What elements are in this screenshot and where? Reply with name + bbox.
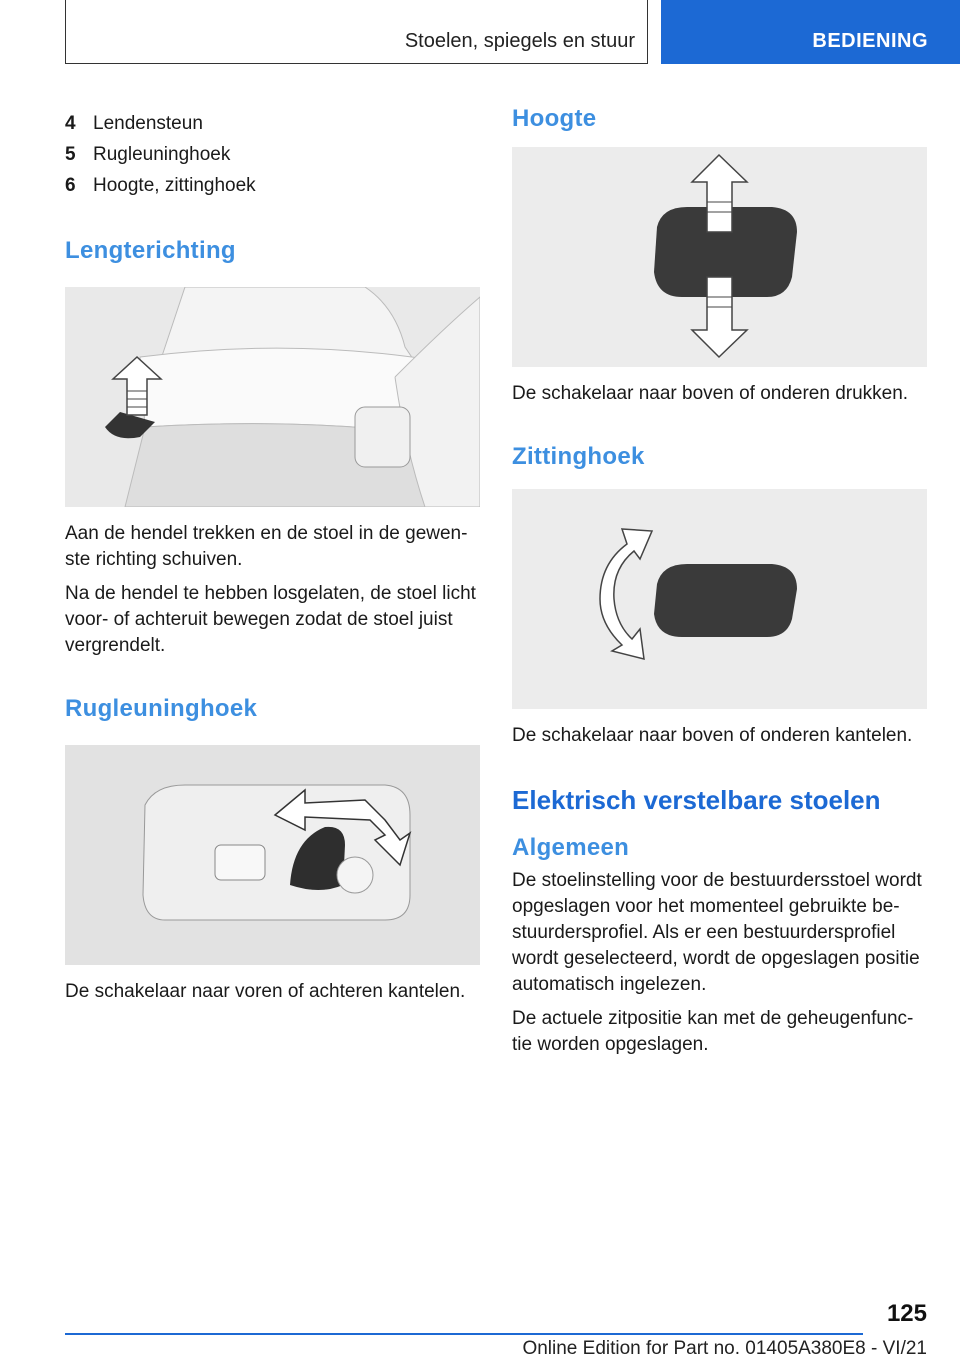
section-title: BEDIENING xyxy=(812,30,928,52)
list-item xyxy=(65,139,480,170)
footer-edition: Online Edition for Part no. 01405A380E8 - VI/21 xyxy=(522,1338,927,1359)
section-heading-rugleuninghoek: Rugleuninghoek xyxy=(65,695,258,722)
backrest-switch-illustration xyxy=(65,745,480,965)
paragraph: De stoelinstelling voor de bestuurdersstoel wordt opgeslagen voor het momenteel gebruikte be-stuurdersprofiel. Als er een bestuurdersprofiel wordt geselecteerd, wordt de opgeslagen positie automatisch ingelezen. xyxy=(512,870,922,995)
header-chapter-tab xyxy=(65,0,648,64)
section-heading-lengterichting: Lengterichting xyxy=(65,237,236,264)
list-number: 5 xyxy=(65,144,76,165)
left-column xyxy=(65,108,480,1005)
subheading-algemeen: Algemeen xyxy=(512,834,630,861)
list-item xyxy=(65,108,480,139)
paragraph: De schakelaar naar boven of onderen drukken. xyxy=(512,383,909,404)
paragraph: De schakelaar naar voren of achteren kantelen. xyxy=(65,981,466,1002)
legend-list xyxy=(65,108,480,201)
seat-tilt-switch-illustration xyxy=(512,489,927,709)
chapter-title: Stoelen, spiegels en stuur xyxy=(404,30,635,52)
header-section-tab xyxy=(661,0,960,64)
section-heading-hoogte: Hoogte xyxy=(512,105,597,132)
list-number: 6 xyxy=(65,175,76,196)
paragraph: Aan de hendel trekken en de stoel in de gewen-ste richting schuiven. xyxy=(65,523,468,570)
section-heading-zittinghoek: Zittinghoek xyxy=(512,443,645,470)
footer-divider xyxy=(65,1333,863,1335)
right-column xyxy=(512,105,927,1058)
list-label: Rugleuninghoek xyxy=(93,144,231,165)
list-label: Hoogte, zittinghoek xyxy=(93,175,256,196)
list-item xyxy=(65,170,480,201)
paragraph: Na de hendel te hebben losgelaten, de stoel licht voor- of achteruit bewegen zodat de stoel juist vergrendelt. xyxy=(65,583,476,656)
paragraph: De actuele zitpositie kan met de geheugenfunc-tie worden opgeslagen. xyxy=(512,1008,914,1055)
paragraph: De schakelaar naar boven of onderen kantelen. xyxy=(512,725,913,746)
section-heading-elektrisch: Elektrisch verstelbare stoelen xyxy=(512,785,881,815)
page-number: 125 xyxy=(886,1300,927,1327)
seat-lengthwise-illustration xyxy=(65,287,480,507)
height-switch-illustration xyxy=(512,147,927,367)
list-number: 4 xyxy=(65,113,76,134)
list-label: Lendensteun xyxy=(93,113,203,134)
